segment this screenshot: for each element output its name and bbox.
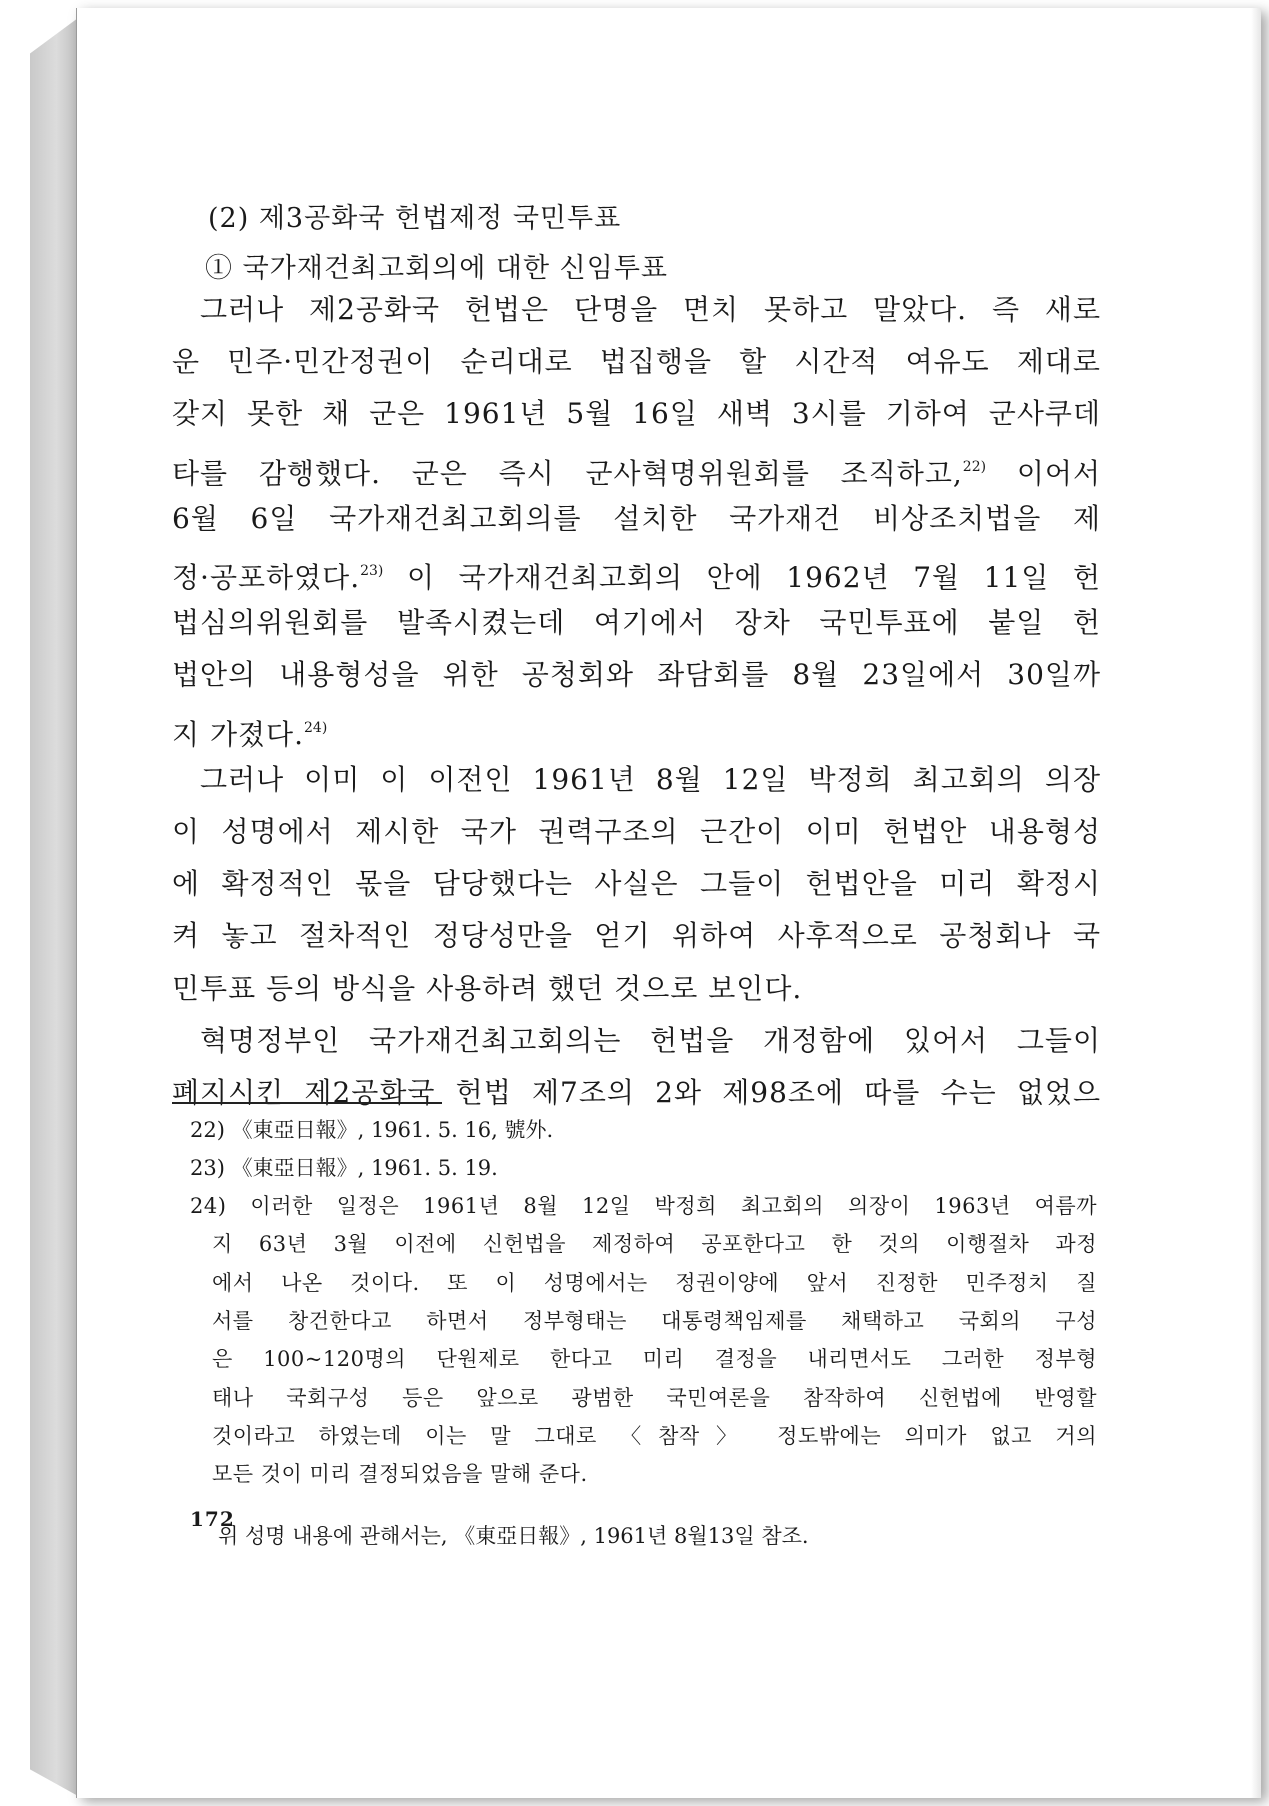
body-line-text: 6월 6일 국가재건최고회의를 설치한 국가재건 비상조치법을 제 [172,502,1101,535]
body-line-text: 법심의위원회를 발족시켰는데 여기에서 장차 국민투표에 붙일 헌 [172,606,1101,639]
footnote-divider [172,1102,442,1104]
body-line-text: 민투표 등의 방식을 사용하려 했던 것으로 보인다. [172,972,803,1005]
footnote-24-line: 지 63년 3월 이전에 신헌법을 제정하여 공포한다고 한 것의 이행절차 과정 [212,1232,1097,1256]
body-line-text: 그러나 제2공화국 헌법은 단명을 면치 못하고 말았다. 즉 새로 [200,293,1101,326]
footnote-24-line: 것이라고 하였는데 이는 말 그대로 〈참작〉 정도밖에는 의미가 없고 거의 [212,1424,1097,1448]
footnote-marker: 24) [304,720,328,736]
body-line-text: 법안의 내용형성을 위한 공청회와 좌담회를 8월 23일에서 30일까 [172,658,1101,691]
footnote-22: 22) 《東亞日報》, 1961. 5. 16, 號外. [190,1118,554,1142]
item-heading: ① 국가재건최고회의에 대한 신임투표 [205,253,668,284]
footnote-24-note: 위 성명 내용에 관해서는, 《東亞日報》, 1961년 8월13일 참조. [218,1524,809,1548]
body-line-text: 정·공포하였다. [172,561,361,594]
footnote-marker: 22) [962,459,987,475]
body-line [172,972,1101,1006]
body-line-text: 타를 감행했다. 군은 즉시 군사혁명위원회를 조직하고, [172,457,963,490]
body-line [172,345,1101,379]
body-line-text: 지 가졌다. [172,718,304,751]
body-line-text: 혁명정부인 국가재건최고회의는 헌법을 개정함에 있어서 그들이 [200,1024,1101,1057]
body-line-text-after: 이어서 [986,457,1101,490]
body-line [172,919,1101,953]
footnote-24-line: 태나 국회구성 등은 앞으로 광범한 국민여론을 참작하여 신헌법에 반영할 [212,1386,1097,1410]
footnote-24-line: 서를 창건한다고 하면서 정부형태는 대통령책임제를 채택하고 국회의 구성 [212,1309,1097,1333]
footnote-24-line: 24) 이러한 일정은 1961년 8월 12일 박정희 최고회의 의장이 1963년 여름까 [190,1194,1097,1218]
body-line [172,1076,1101,1110]
body-line [200,1024,1101,1058]
body-line [172,867,1101,901]
body-line [172,502,1101,536]
body-line [172,711,1101,752]
body-line [172,658,1101,692]
body-line-text-after: 이 국가재건최고회의 안에 1962년 7월 11일 헌 [383,561,1101,594]
footnote-24-line: 모든 것이 미리 결정되었음을 말해 준다. [212,1462,588,1486]
body-line-text: 폐지시킨 제2공화국 헌법 제7조의 2와 제98조에 따를 수는 없었으 [172,1076,1101,1109]
book-page-edge [30,18,78,1796]
body-line [172,606,1101,640]
body-line-text: 켜 놓고 절차적인 정당성만을 얻기 위하여 사후적으로 공청회나 국 [172,919,1101,952]
page-right-shade [1251,8,1261,1798]
body-line [172,815,1101,849]
footnote-marker: 23) [360,563,384,579]
body-line [200,293,1101,327]
section-subheading: (2) 제3공화국 헌법제정 국민투표 [208,203,622,234]
body-line [200,763,1101,797]
body-line-text: 갖지 못한 채 군은 1961년 5월 16일 새벽 3시를 기하여 군사쿠데 [172,397,1101,430]
body-line [172,554,1101,595]
footnote-23: 23) 《東亞日報》, 1961. 5. 19. [190,1156,498,1180]
body-line-text: 이 성명에서 제시한 국가 권력구조의 근간이 이미 헌법안 내용형성 [172,815,1101,848]
body-line-text: 에 확정적인 몫을 담당했다는 사실은 그들이 헌법안을 미리 확정시 [172,867,1101,900]
body-line-text: 그러나 이미 이 이전인 1961년 8월 12일 박정희 최고회의 의장 [200,763,1101,796]
footnote-24-line: 에서 나온 것이다. 또 이 성명에서는 정권이양에 앞서 진정한 민주정치 질 [212,1271,1097,1295]
page-number: 172 [190,1507,235,1531]
body-line [172,450,1101,491]
body-line [172,397,1101,431]
footnote-24-line: 은 100~120명의 단원제로 한다고 미리 결정을 내리면서도 그러한 정부형 [212,1347,1097,1371]
body-line-text: 운 민주·민간정권이 순리대로 법집행을 할 시간적 여유도 제대로 [172,345,1101,378]
